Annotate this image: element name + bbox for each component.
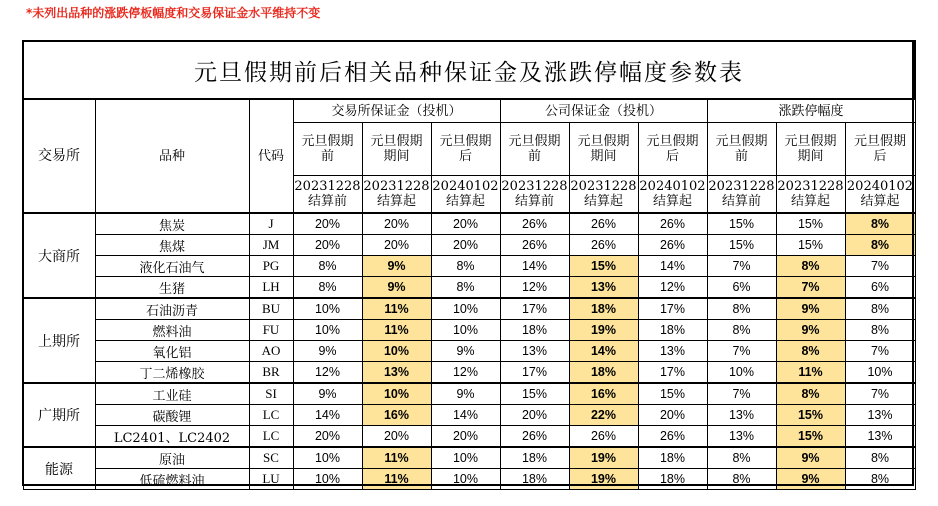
header-period-line2: 期间: [590, 149, 617, 164]
value-cell: 15%: [776, 405, 845, 426]
value-cell: 15%: [569, 256, 638, 277]
value-cell: 14%: [569, 341, 638, 362]
variety-cell: 石油沥青: [95, 298, 249, 320]
variety-cell: 液化石油气: [95, 256, 249, 277]
value-cell: 20%: [362, 426, 431, 448]
value-cell: 8%: [707, 298, 776, 320]
header-exchange: 交易所: [23, 99, 95, 213]
value-cell: 7%: [776, 277, 845, 299]
header-date-value: 20240102: [432, 179, 499, 194]
header-date-value: 20231228: [570, 179, 637, 194]
value-cell: 26%: [500, 213, 569, 235]
value-cell: 8%: [776, 383, 845, 405]
header-period-line1: 元旦假期: [439, 134, 492, 149]
value-cell: 8%: [845, 213, 915, 235]
variety-cell: 丁二烯橡胶: [95, 362, 249, 384]
header-date-note: 结算起: [652, 194, 692, 209]
variety-cell: 焦炭: [95, 213, 249, 235]
value-cell: 8%: [293, 277, 362, 299]
table-frame: [22, 40, 914, 486]
exchange-cell: 大商所: [23, 213, 95, 298]
value-cell: 20%: [293, 213, 362, 235]
header-group: 公司保证金（投机）: [500, 99, 707, 123]
value-cell: 8%: [845, 320, 915, 341]
value-cell: 10%: [431, 320, 500, 341]
value-cell: 18%: [638, 469, 707, 490]
value-cell: 19%: [569, 320, 638, 341]
value-cell: 15%: [500, 383, 569, 405]
header-period-line1: 元旦假期: [853, 134, 906, 149]
value-cell: 17%: [638, 362, 707, 384]
value-cell: 20%: [293, 235, 362, 256]
header-period-line2: 后: [873, 149, 887, 164]
value-cell: 20%: [638, 405, 707, 426]
exchange-cell: 广期所: [23, 383, 95, 447]
header-period-line2: 期间: [797, 149, 824, 164]
table-title: 元旦假期前后相关品种保证金及涨跌停幅度参数表: [23, 41, 915, 99]
value-cell: 10%: [431, 298, 500, 320]
value-cell: 20%: [431, 426, 500, 448]
header-date-note: 结算起: [445, 194, 485, 209]
value-cell: 12%: [293, 362, 362, 384]
value-cell: 10%: [431, 447, 500, 469]
disclaimer-note: *未列出品种的涨跌停板幅度和交易保证金水平维持不变: [26, 6, 321, 20]
header-date-note: 结算起: [376, 194, 416, 209]
value-cell: 15%: [776, 213, 845, 235]
header-date-note: 结算起: [790, 194, 830, 209]
value-cell: 18%: [569, 362, 638, 384]
header-date-value: 20231228: [501, 179, 568, 194]
value-cell: 18%: [500, 447, 569, 469]
value-cell: 26%: [638, 213, 707, 235]
value-cell: 26%: [569, 213, 638, 235]
header-period-line2: 后: [665, 149, 679, 164]
value-cell: 9%: [293, 341, 362, 362]
value-cell: 11%: [362, 320, 431, 341]
header-group: 交易所保证金（投机）: [293, 99, 500, 123]
value-cell: 13%: [845, 405, 915, 426]
value-cell: 17%: [638, 298, 707, 320]
value-cell: 13%: [569, 277, 638, 299]
value-cell: 17%: [500, 298, 569, 320]
value-cell: 18%: [638, 447, 707, 469]
value-cell: 8%: [776, 341, 845, 362]
header-variety: 品种: [95, 99, 249, 213]
header-date-note: 结算起: [860, 194, 900, 209]
value-cell: 20%: [293, 426, 362, 448]
header-period-line1: 元旦假期: [715, 134, 768, 149]
value-cell: 18%: [569, 298, 638, 320]
exchange-cell: 能源: [23, 447, 95, 490]
code-cell: LC: [249, 405, 293, 426]
value-cell: 13%: [707, 426, 776, 448]
value-cell: 12%: [638, 277, 707, 299]
header-date-value: 20231228: [294, 179, 361, 194]
value-cell: 13%: [845, 426, 915, 448]
header-period-line2: 前: [320, 149, 334, 164]
value-cell: 18%: [638, 320, 707, 341]
header-period-line2: 前: [527, 149, 541, 164]
value-cell: 8%: [845, 469, 915, 490]
value-cell: 9%: [431, 341, 500, 362]
value-cell: 20%: [431, 213, 500, 235]
header-date-note: 结算起: [583, 194, 623, 209]
value-cell: 22%: [569, 405, 638, 426]
header-date-value: 20240102: [846, 179, 914, 194]
value-cell: 11%: [776, 362, 845, 384]
exchange-cell: 上期所: [23, 298, 95, 383]
value-cell: 9%: [776, 469, 845, 490]
value-cell: 11%: [362, 469, 431, 490]
header-period-line1: 元旦假期: [301, 134, 354, 149]
value-cell: 14%: [431, 405, 500, 426]
value-cell: 26%: [500, 426, 569, 448]
variety-cell: 碳酸锂: [95, 405, 249, 426]
value-cell: 13%: [707, 405, 776, 426]
value-cell: 12%: [431, 362, 500, 384]
value-cell: 10%: [707, 362, 776, 384]
header-group: 涨跌停幅度: [707, 99, 915, 123]
value-cell: 13%: [362, 362, 431, 384]
variety-cell: 焦煤: [95, 235, 249, 256]
value-cell: 8%: [845, 447, 915, 469]
value-cell: 14%: [500, 256, 569, 277]
value-cell: 7%: [707, 256, 776, 277]
value-cell: 14%: [638, 256, 707, 277]
value-cell: 8%: [776, 256, 845, 277]
value-cell: 7%: [707, 341, 776, 362]
header-date-value: 20231228: [708, 179, 775, 194]
value-cell: 8%: [845, 298, 915, 320]
value-cell: 17%: [500, 362, 569, 384]
value-cell: 8%: [707, 320, 776, 341]
value-cell: 15%: [638, 383, 707, 405]
value-cell: 6%: [707, 277, 776, 299]
code-cell: LU: [249, 469, 293, 490]
variety-cell: LC2401、LC2402: [95, 426, 249, 448]
value-cell: 11%: [362, 298, 431, 320]
value-cell: 13%: [500, 341, 569, 362]
value-cell: 19%: [569, 469, 638, 490]
header-date-value: 20231228: [363, 179, 430, 194]
code-cell: AO: [249, 341, 293, 362]
code-cell: SC: [249, 447, 293, 469]
value-cell: 7%: [845, 256, 915, 277]
value-cell: 26%: [500, 235, 569, 256]
value-cell: 15%: [776, 235, 845, 256]
variety-cell: 燃料油: [95, 320, 249, 341]
value-cell: 26%: [569, 235, 638, 256]
header-code: 代码: [249, 99, 293, 213]
value-cell: 16%: [362, 405, 431, 426]
value-cell: 10%: [293, 447, 362, 469]
value-cell: 8%: [707, 447, 776, 469]
value-cell: 18%: [500, 320, 569, 341]
value-cell: 8%: [845, 235, 915, 256]
header-period-line1: 元旦假期: [646, 134, 699, 149]
header-period-line1: 元旦假期: [577, 134, 630, 149]
code-cell: LH: [249, 277, 293, 299]
variety-cell: 原油: [95, 447, 249, 469]
code-cell: SI: [249, 383, 293, 405]
code-cell: PG: [249, 256, 293, 277]
value-cell: 7%: [845, 383, 915, 405]
code-cell: JM: [249, 235, 293, 256]
value-cell: 14%: [293, 405, 362, 426]
value-cell: 26%: [638, 235, 707, 256]
value-cell: 19%: [569, 447, 638, 469]
value-cell: 11%: [362, 447, 431, 469]
header-date-note: 结算前: [307, 194, 347, 209]
value-cell: 20%: [362, 213, 431, 235]
header-date-note: 结算前: [721, 194, 761, 209]
value-cell: 8%: [707, 469, 776, 490]
variety-cell: 氧化铝: [95, 341, 249, 362]
header-date-value: 20240102: [639, 179, 706, 194]
value-cell: 20%: [500, 405, 569, 426]
variety-cell: 工业硅: [95, 383, 249, 405]
value-cell: 7%: [845, 341, 915, 362]
value-cell: 18%: [500, 469, 569, 490]
value-cell: 10%: [293, 469, 362, 490]
value-cell: 20%: [431, 235, 500, 256]
value-cell: 15%: [707, 213, 776, 235]
value-cell: 10%: [293, 320, 362, 341]
header-date-value: 20231228: [777, 179, 844, 194]
header-period-line2: 期间: [383, 149, 410, 164]
value-cell: 9%: [293, 383, 362, 405]
value-cell: 9%: [776, 298, 845, 320]
value-cell: 26%: [569, 426, 638, 448]
value-cell: 10%: [293, 298, 362, 320]
value-cell: 16%: [569, 383, 638, 405]
value-cell: 8%: [431, 277, 500, 299]
value-cell: 20%: [362, 235, 431, 256]
value-cell: 8%: [431, 256, 500, 277]
code-cell: FU: [249, 320, 293, 341]
value-cell: 15%: [707, 235, 776, 256]
header-period-line2: 后: [458, 149, 472, 164]
header-period-line2: 前: [734, 149, 748, 164]
value-cell: 10%: [362, 341, 431, 362]
value-cell: 9%: [362, 256, 431, 277]
value-cell: 10%: [362, 383, 431, 405]
value-cell: 10%: [431, 469, 500, 490]
value-cell: 7%: [707, 383, 776, 405]
code-cell: BR: [249, 362, 293, 384]
value-cell: 15%: [776, 426, 845, 448]
value-cell: 9%: [776, 320, 845, 341]
variety-cell: 低硫燃料油: [95, 469, 249, 490]
value-cell: 26%: [638, 426, 707, 448]
variety-cell: 生猪: [95, 277, 249, 299]
value-cell: 9%: [776, 447, 845, 469]
code-cell: BU: [249, 298, 293, 320]
value-cell: 13%: [638, 341, 707, 362]
value-cell: 9%: [362, 277, 431, 299]
value-cell: 12%: [500, 277, 569, 299]
header-period-line1: 元旦假期: [370, 134, 423, 149]
header-date-note: 结算前: [514, 194, 554, 209]
value-cell: 8%: [293, 256, 362, 277]
value-cell: 6%: [845, 277, 915, 299]
code-cell: J: [249, 213, 293, 235]
header-period-line1: 元旦假期: [784, 134, 837, 149]
value-cell: 10%: [845, 362, 915, 384]
code-cell: LC: [249, 426, 293, 448]
header-period-line1: 元旦假期: [508, 134, 561, 149]
value-cell: 9%: [431, 383, 500, 405]
